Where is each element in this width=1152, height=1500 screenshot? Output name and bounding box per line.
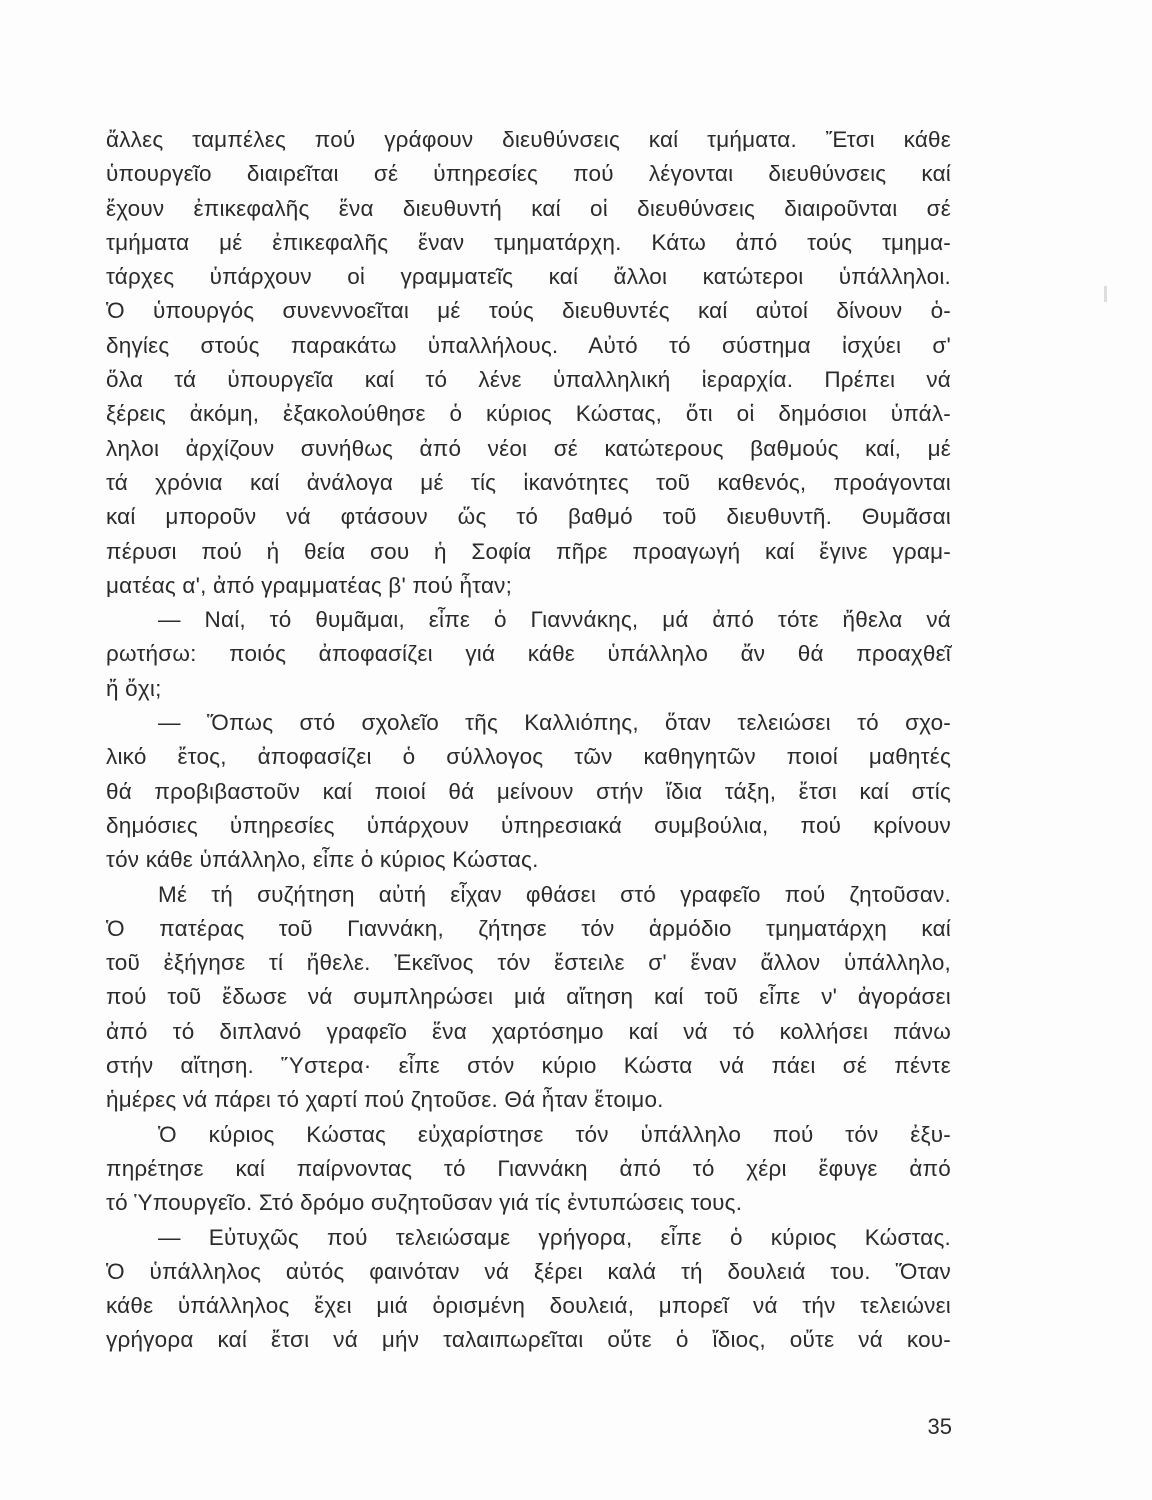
paragraph-first-line: Ὁ κύριος Κώστας εὐχαρίστησε τόν ὑπάλληλο πού τόν ἐξυ- [158, 1121, 951, 1147]
text-line: τό Ὑπουργεῖο. Στό δρόμο συζητοῦσαν γιά τίς ἐντυπώσεις τους. [106, 1190, 743, 1216]
body-text [106, 123, 951, 1358]
text-line: Ὁ ὑπάλληλος αὐτός φαινόταν νά ξέρει καλά τή δουλειά του. Ὅταν [106, 1258, 951, 1284]
text-line: τάρχες ὑπάρχουν οἱ γραμματεῖς καί ἄλλοι κατώτεροι ὑπάλληλοι. [106, 264, 951, 290]
text-line: κάθε ὑπάλληλος ἔχει μιά ὁρισμένη δουλειά, μπορεῖ νά τήν τελειώνει [106, 1293, 951, 1319]
text-line: Ὁ πατέρας τοῦ Γιαννάκη, ζήτησε τόν ἁρμόδιο τμηματάρχη καί [106, 915, 951, 941]
text-line: καί μποροῦν νά φτάσουν ὥς τό βαθμό τοῦ διευθυντῆ. Θυμᾶσαι [106, 504, 951, 530]
text-line: δηγίες στούς παρακάτω ὑπαλλήλους. Αὐτό τό σύστημα ἰσχύει σ' [106, 332, 951, 358]
text-line: ὅλα τά ὑπουργεῖα καί τό λένε ὑπαλληλική ἱεραρχία. Πρέπει νά [106, 367, 951, 393]
text-line: ξέρεις ἀκόμη, ἐξακολούθησε ὁ κύριος Κώστας, ὅτι οἱ δημόσιοι ὑπάλ- [106, 401, 951, 427]
text-line: λικό ἔτος, ἀποφασίζει ὁ σύλλογος τῶν καθηγητῶν ποιοί μαθητές [106, 744, 951, 770]
dialogue-line: — Ὅπως στό σχολεῖο τῆς Καλλιόπης, ὅταν τελειώσει τό σχο- [158, 710, 951, 736]
text-line: πέρυσι πού ἡ θεία σου ἡ Σοφία πῆρε προαγωγή καί ἔγινε γραμ- [106, 538, 951, 564]
paragraph-first-line: Μέ τή συζήτηση αὐτή εἶχαν φθάσει στό γραφεῖο πού ζητοῦσαν. [158, 881, 951, 907]
page-number: 35 [927, 1414, 952, 1439]
dialogue-line: — Ναί, τό θυμᾶμαι, εἶπε ὁ Γιαννάκης, μά ἀπό τότε ἤθελα νά [158, 607, 951, 633]
text-line: θά προβιβαστοῦν καί ποιοί θά μείνουν στήν ἴδια τάξη, ἔτσι καί στίς [106, 778, 951, 804]
text-line: ὑπουργεῖο διαιρεῖται σέ ὑπηρεσίες πού λέγονται διευθύνσεις καί [106, 161, 951, 187]
text-line: τά χρόνια καί ἀνάλογα μέ τίς ἱκανότητες τοῦ καθενός, προάγονται [106, 469, 951, 495]
scan-speck [1104, 286, 1107, 302]
dialogue-line: — Εὐτυχῶς πού τελειώσαμε γρήγορα, εἶπε ὁ κύριος Κώστας. [158, 1224, 951, 1250]
text-line: ἄλλες ταμπέλες πού γράφουν διευθύνσεις καί τμήματα. Ἔτσι κάθε [106, 127, 951, 152]
text-line: στήν αἴτηση. Ὕστερα· εἶπε στόν κύριο Κώστα νά πάει σέ πέντε [106, 1053, 951, 1079]
text-line: γρήγορα καί ἔτσι νά μήν ταλαιπωρεῖται οὔτε ὁ ἴδιος, οὔτε νά κου- [106, 1327, 951, 1353]
text-line: τοῦ ἐξήγησε τί ἤθελε. Ἐκεῖνος τόν ἔστειλε σ' ἕναν ἄλλον ὑπάλληλο, [106, 950, 951, 976]
text-line: τόν κάθε ὑπάλληλο, εἶπε ὁ κύριος Κώστας. [106, 847, 539, 873]
text-line: ληλοι ἀρχίζουν συνήθως ἀπό νέοι σέ κατώτερους βαθμούς καί, μέ [106, 435, 951, 461]
text-line: ματέας α', ἀπό γραμματέας β' πού ἦταν; [106, 572, 513, 598]
text-line: ἡμέρες νά πάρει τό χαρτί πού ζητοῦσε. Θά ἦταν ἕτοιμο. [106, 1087, 664, 1113]
text-line: πηρέτησε καί παίρνοντας τό Γιαννάκη ἀπό τό χέρι ἔφυγε ἀπό [106, 1155, 951, 1181]
text-line: τμήματα μέ ἐπικεφαλῆς ἕναν τμηματάρχη. Κάτω ἀπό τούς τμημα- [106, 229, 951, 255]
text-line: ἤ ὄχι; [106, 675, 162, 701]
text-line: ρωτήσω: ποιός ἀποφασίζει γιά κάθε ὑπάλληλο ἄν θά προαχθεῖ [106, 641, 951, 667]
text-line: ἀπό τό διπλανό γραφεῖο ἕνα χαρτόσημο καί νά τό κολλήσει πάνω [106, 1018, 951, 1044]
text-line: Ὁ ὑπουργός συνεννοεῖται μέ τούς διευθυντές καί αὐτοί δίνουν ὁ- [106, 298, 951, 324]
text-line: ἔχουν ἐπικεφαλῆς ἕνα διευθυντή καί οἱ διευθύνσεις διαιροῦνται σέ [106, 195, 951, 221]
text-line: δημόσιες ὑπηρεσίες ὑπάρχουν ὑπηρεσιακά συμβούλια, πού κρίνουν [106, 812, 951, 838]
text-line: πού τοῦ ἔδωσε νά συμπληρώσει μιά αἴτηση καί τοῦ εἶπε ν' ἀγοράσει [106, 984, 951, 1010]
